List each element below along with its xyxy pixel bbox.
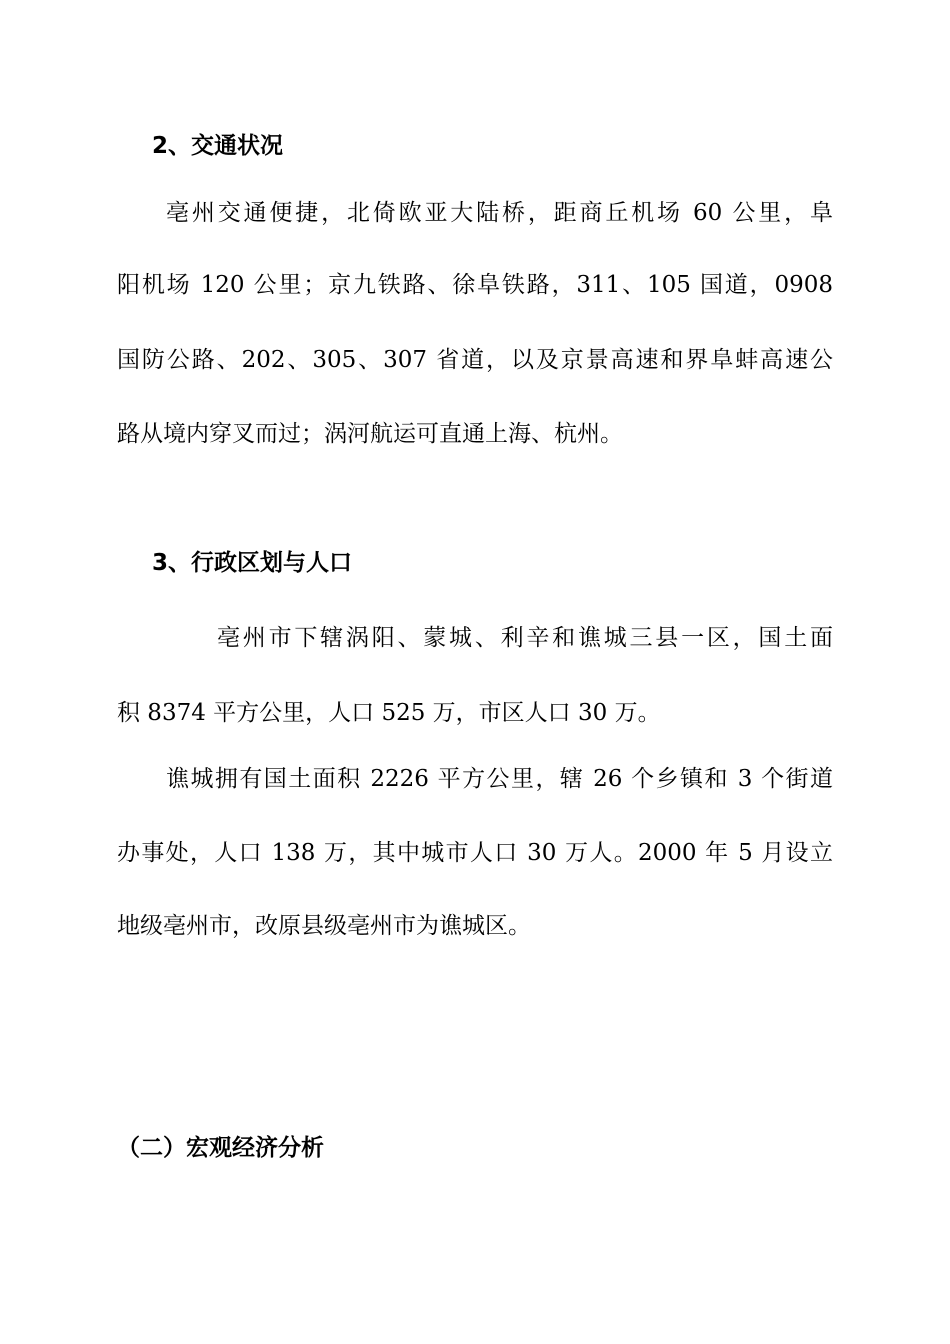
paragraph-line: 地级亳州市，改原县级亳州市为谯城区。 xyxy=(117,913,531,939)
paragraph-line: 谯城拥有国土面积 2226 平方公里，辖 26 个乡镇和 3 个街道 xyxy=(166,766,833,792)
section-heading-macro-economy: （二）宏观经济分析 xyxy=(117,1135,324,1161)
paragraph-line: 国防公路、202、305、307 省道，以及京景高速和界阜蚌高速公 xyxy=(117,347,833,373)
paragraph-line: 阳机场 120 公里；京九铁路、徐阜铁路，311、105 国道，0908 xyxy=(117,272,833,298)
section-heading-transport: 2、交通状况 xyxy=(152,133,284,159)
paragraph-line: 亳州市下辖涡阳、蒙城、利辛和谯城三县一区，国土面 xyxy=(217,625,833,651)
paragraph-line: 亳州交通便捷，北倚欧亚大陆桥，距商丘机场 60 公里，阜 xyxy=(166,200,833,226)
paragraph-line: 路从境内穿叉而过；涡河航运可直通上海、杭州。 xyxy=(117,421,623,447)
paragraph-line: 积 8374 平方公里，人口 525 万，市区人口 30 万。 xyxy=(117,700,661,726)
paragraph-line: 办事处，人口 138 万，其中城市人口 30 万人。2000 年 5 月设立 xyxy=(117,840,833,866)
section-heading-administration: 3、行政区划与人口 xyxy=(152,550,353,576)
